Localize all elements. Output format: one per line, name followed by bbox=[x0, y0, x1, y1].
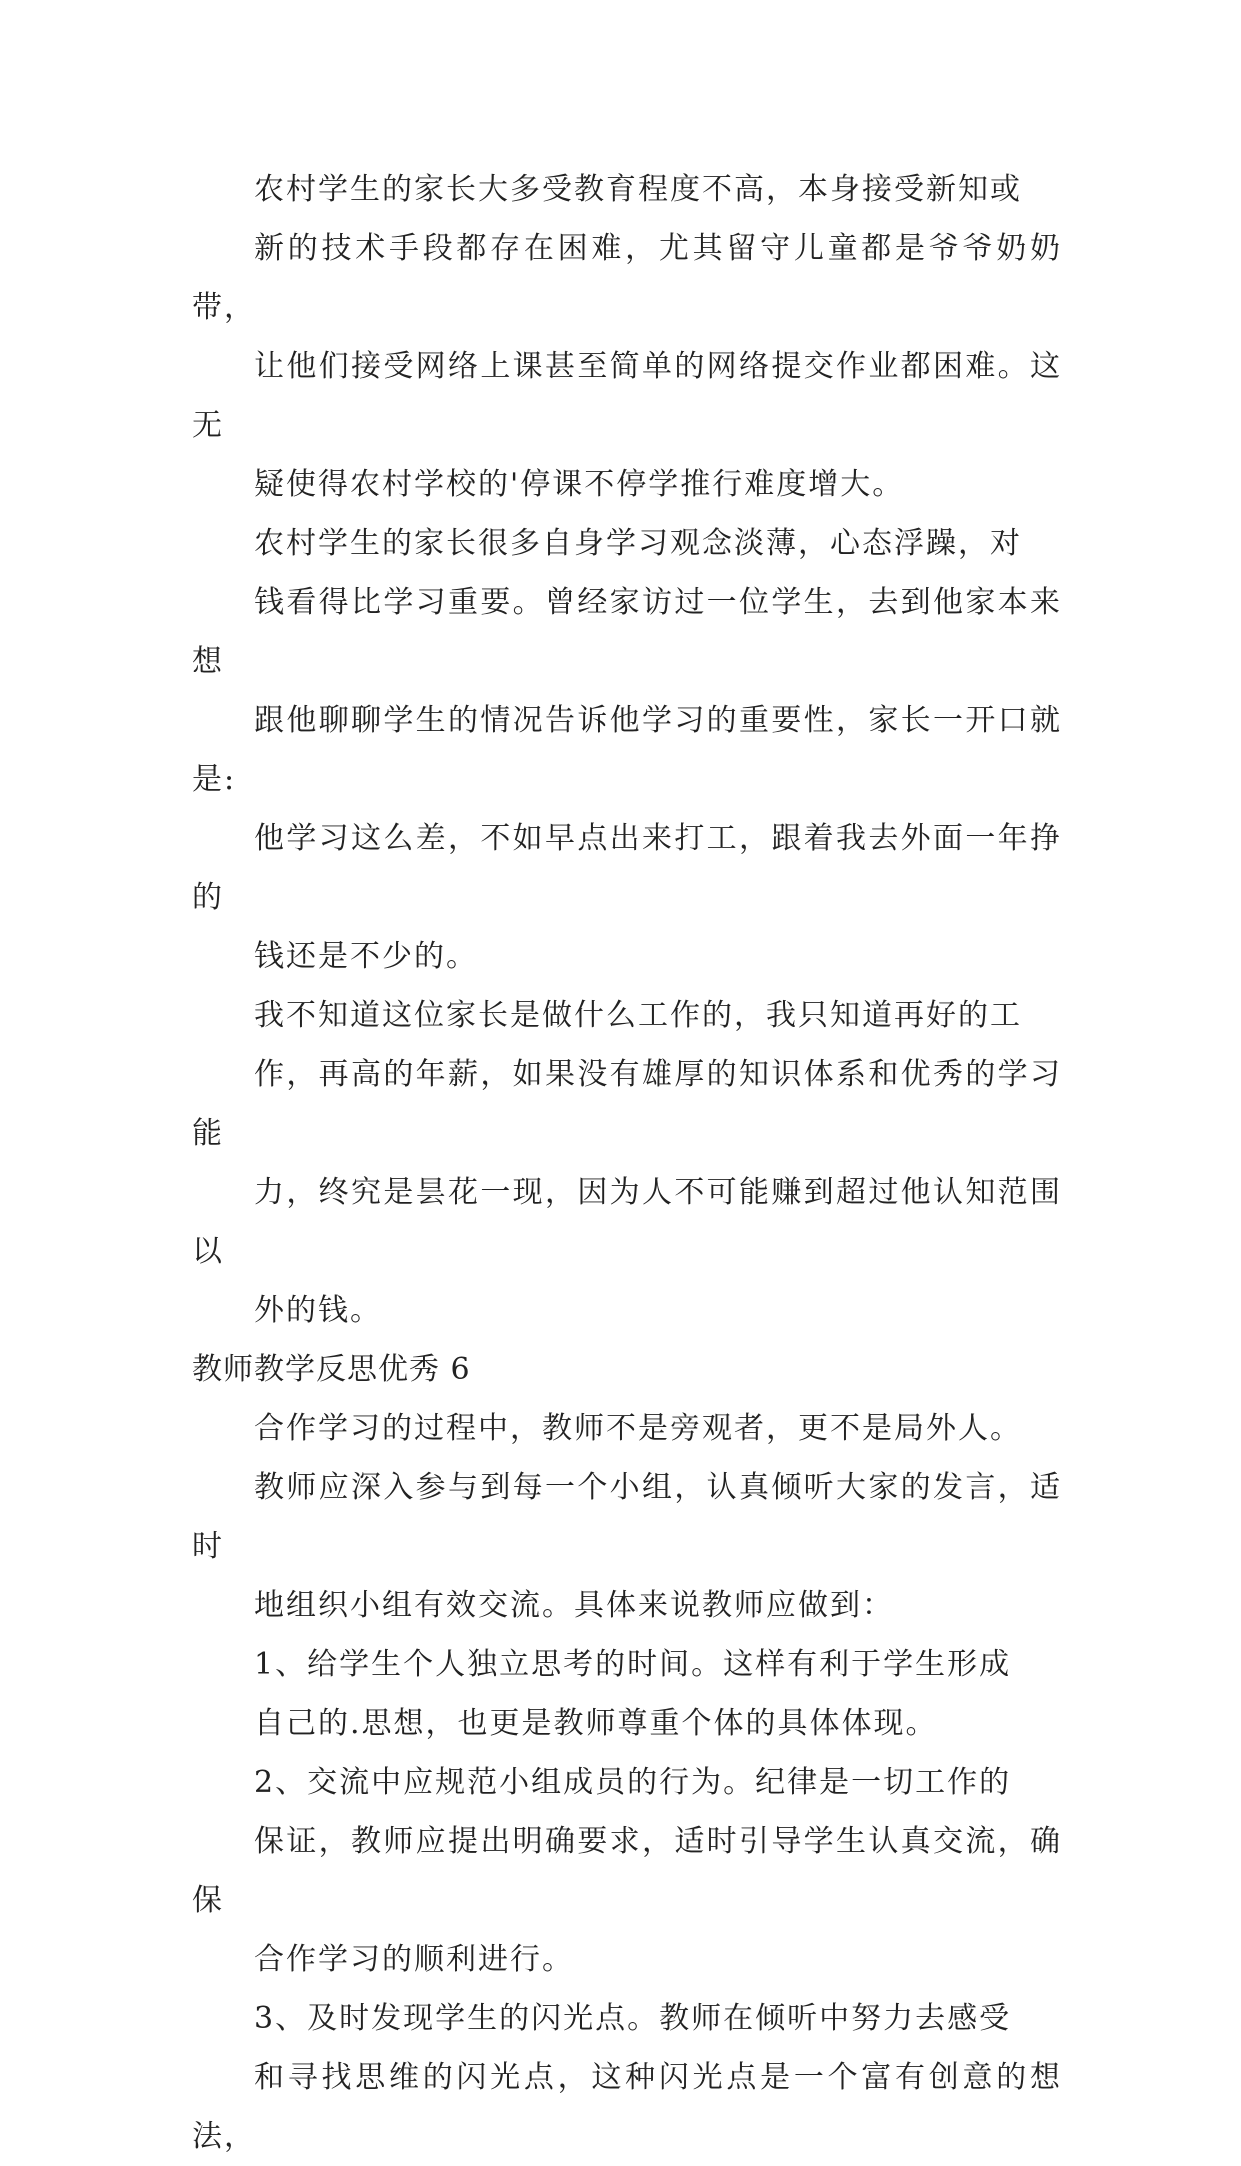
text-line: 作，再高的年薪，如果没有雄厚的知识体系和优秀的学习能 bbox=[192, 1057, 1062, 1151]
text-line: 1、给学生个人独立思考的时间。这样有利于学生形成 bbox=[254, 1647, 1012, 1682]
document-body bbox=[192, 160, 1062, 2166]
text-line: 合作学习的过程中，教师不是旁观者，更不是局外人。 bbox=[254, 1411, 1022, 1446]
body-paragraph bbox=[192, 514, 1062, 986]
text-line: 农村学生的家长很多自身学习观念淡薄，心态浮躁，对 bbox=[254, 526, 1022, 561]
text-line: 钱还是不少的。 bbox=[254, 939, 478, 974]
body-paragraph bbox=[192, 1753, 1062, 1989]
text-line: 跟他聊聊学生的情况告诉他学习的重要性，家长一开口就是: bbox=[192, 703, 1062, 797]
text-line: 农村学生的家长大多受教育程度不高，本身接受新知或 bbox=[254, 172, 1022, 207]
text-line: 我不知道这位家长是做什么工作的，我只知道再好的工 bbox=[254, 998, 1022, 1033]
body-paragraph bbox=[192, 160, 1062, 514]
text-line: 2、交流中应规范小组成员的行为。纪律是一切工作的 bbox=[254, 1765, 1012, 1800]
body-paragraph bbox=[192, 1989, 1062, 2166]
text-line: 钱看得比学习重要。曾经家访过一位学生，去到他家本来想 bbox=[192, 585, 1062, 679]
text-line: 教师教学反思优秀 6 bbox=[192, 1352, 471, 1387]
text-line: 合作学习的顺利进行。 bbox=[254, 1942, 574, 1977]
body-paragraph bbox=[192, 1399, 1062, 1635]
text-line: 让他们接受网络上课甚至简单的网络提交作业都困难。这无 bbox=[192, 349, 1062, 443]
text-line: 地组织小组有效交流。具体来说教师应做到： bbox=[254, 1588, 894, 1623]
text-line: 他学习这么差，不如早点出来打工，跟着我去外面一年挣的 bbox=[192, 821, 1062, 915]
section-heading bbox=[192, 1340, 1062, 1399]
text-line: 疑使得农村学校的'停课不停学推行难度增大。 bbox=[254, 467, 905, 502]
text-line: 保证，教师应提出明确要求，适时引导学生认真交流，确保 bbox=[192, 1824, 1062, 1918]
text-line: 自己的.思想，也更是教师尊重个体的具体体现。 bbox=[254, 1706, 938, 1741]
body-paragraph bbox=[192, 986, 1062, 1340]
text-line: 新的技术手段都存在困难，尤其留守儿童都是爷爷奶奶带， bbox=[192, 231, 1062, 325]
text-line: 教师应深入参与到每一个小组，认真倾听大家的发言，适时 bbox=[192, 1470, 1062, 1564]
text-line: 力，终究是昙花一现，因为人不可能赚到超过他认知范围以 bbox=[192, 1175, 1062, 1269]
body-paragraph bbox=[192, 1635, 1062, 1753]
text-line: 外的钱。 bbox=[254, 1293, 382, 1328]
text-line: 和寻找思维的闪光点，这种闪光点是一个富有创意的想法， bbox=[192, 2060, 1062, 2154]
text-line: 3、及时发现学生的闪光点。教师在倾听中努力去感受 bbox=[254, 2001, 1012, 2036]
